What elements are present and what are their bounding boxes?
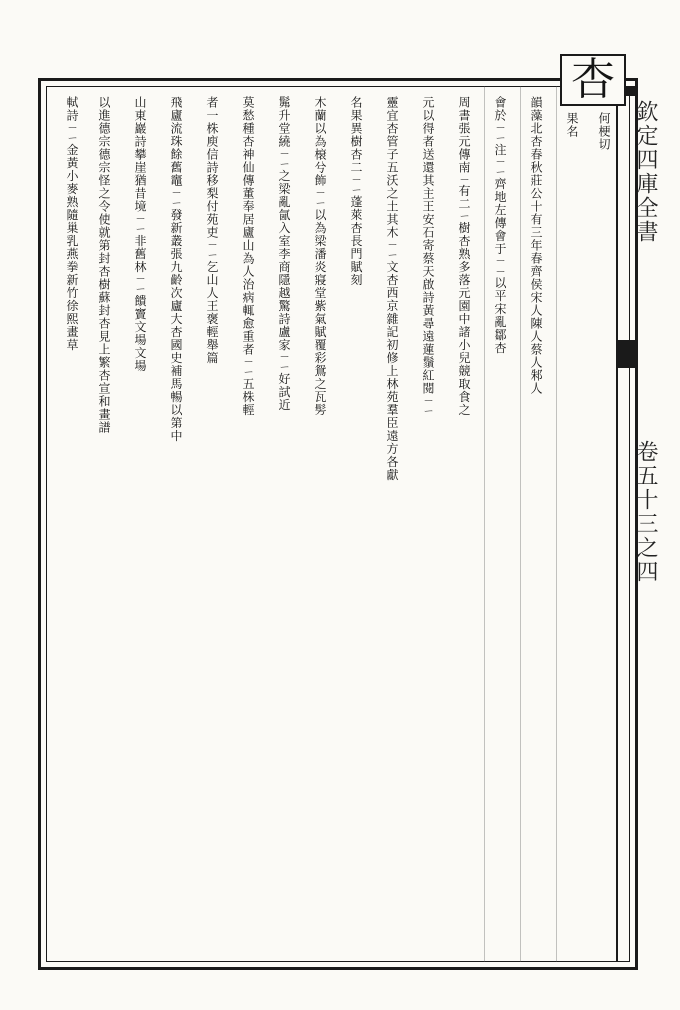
- text-column-11: 莫愁種杏神仙傳董奉居廬山為人治病輒愈重者ㄧㄧ五株輕: [241, 96, 255, 417]
- text-column-8: 名果異樹杏二ㄧㄧ蓬萊杏長門賦刻: [349, 96, 363, 287]
- banner-volume: 卷五十三之四: [633, 440, 658, 584]
- text-column-14: 山東巖詩攀崖猶昔境ㄧㄧ非舊林ㄧㄧ饋竇文場文場: [133, 96, 147, 373]
- text-column-6: 元以得者送還其主王安石寄蔡天啟詩黃尋遠蓮鬚紅閱ㄧㄧ: [421, 96, 435, 417]
- text-column-15: 以進德宗德宗怪之令使就第封杏樹蘇封杏見上繁杏宣和畫譜: [97, 96, 111, 434]
- text-column-9: 木蘭以為榱兮飾ㄧㄧ以為梁潘炎寢堂紫氣賦覆彩鴛之瓦髣: [313, 96, 327, 417]
- text-column-16: 軾詩ㄧㄧ金黃小麥熟隨巢乳燕拳新竹徐熙畫草: [65, 96, 79, 352]
- text-column-1: 何梗切: [597, 112, 611, 151]
- text-column-4: 會於ㄧㄧ注ㄧㄧ齊地左傳會于ㄧㄧ以平宋亂鄒杏: [493, 96, 507, 355]
- head-character: 杏: [560, 54, 626, 106]
- text-column-12: 者一株庾信詩移梨付苑吏ㄧㄧ乞山人王褒輕舉篇: [205, 96, 219, 365]
- text-column-5: 周書張元傳南ㄧ有二ㄧ樹杏熟多落元園中諸小兒競取食之: [457, 96, 471, 417]
- text-column-10: 髴升堂繞ㄧㄧ之梁亂氤入室李商隱越驚詩盧家ㄧㄧ好試近: [277, 96, 291, 412]
- text-column-3: 韻藻北杏春秋莊公十有三年春齊侯宋人陳人蔡人邾人: [529, 96, 543, 395]
- text-column-7: 靈宜杏管子五沃之土其木ㄧㄧ文杏西京雜記初修上林苑羣臣遠方各獻: [385, 96, 399, 482]
- text-column-13: 飛廬流珠餘舊竈ㄧㄧ發新叢張九齡次廬大杏國史補馬暢以第中: [169, 96, 183, 443]
- banner-title: 欽定四庫全書: [633, 100, 658, 244]
- text-column-2: 果名: [565, 112, 579, 138]
